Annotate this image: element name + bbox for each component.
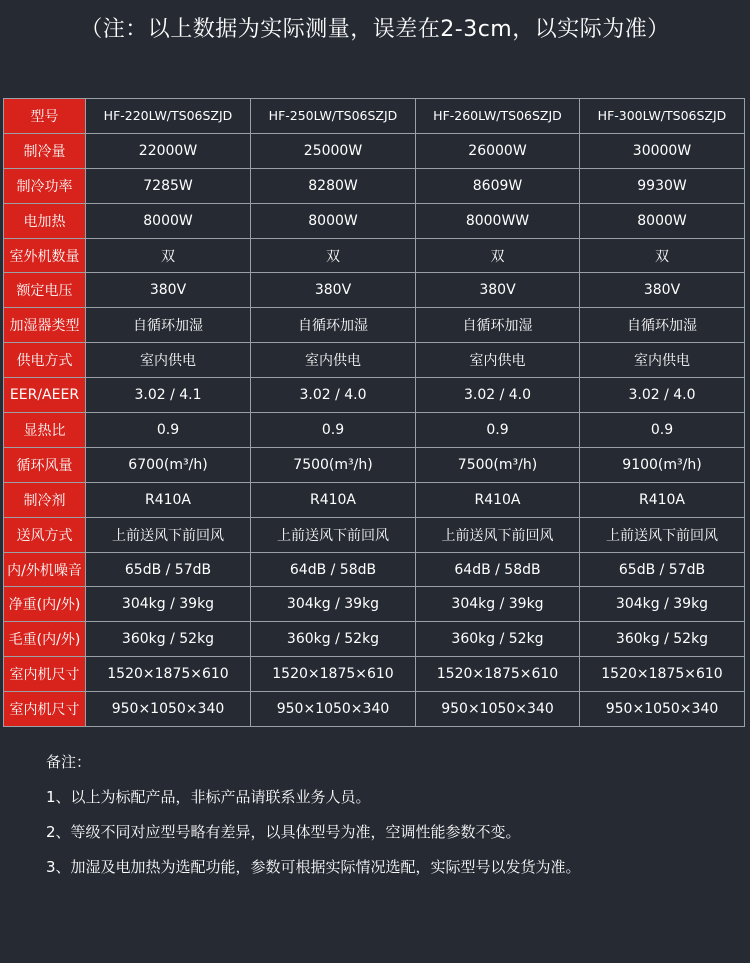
spec-value: R410A [580, 482, 745, 517]
spec-value: 室内供电 [416, 343, 580, 378]
row-label: 制冷量 [4, 133, 86, 168]
spec-value: 64dB / 58dB [416, 552, 580, 587]
table-row [4, 308, 745, 343]
spec-value: 380V [416, 273, 580, 308]
header-label: 型号 [4, 99, 86, 134]
spec-value: 0.9 [251, 413, 416, 448]
row-label: 制冷剂 [4, 482, 86, 517]
table-row [4, 273, 745, 308]
spec-value: 1520×1875×610 [86, 657, 251, 692]
row-label: 室内机尺寸 [4, 657, 86, 692]
spec-value: 自循环加湿 [86, 308, 251, 343]
spec-value: 双 [251, 238, 416, 273]
table-row [4, 622, 745, 657]
spec-value: 自循环加湿 [251, 308, 416, 343]
table-row [4, 447, 745, 482]
spec-value: 室内供电 [86, 343, 251, 378]
spec-value: 自循环加湿 [416, 308, 580, 343]
spec-value: 8000W [580, 203, 745, 238]
spec-value: R410A [251, 482, 416, 517]
spec-value: 950×1050×340 [416, 692, 580, 727]
spec-value: 自循环加湿 [580, 308, 745, 343]
spec-value: 9100(m³/h) [580, 447, 745, 482]
row-label: 内/外机噪音 [4, 552, 86, 587]
table-row [4, 238, 745, 273]
note-line: 1、以上为标配产品，非标产品请联系业务人员。 [46, 788, 371, 806]
spec-value: 3.02 / 4.1 [86, 378, 251, 413]
spec-value: 0.9 [416, 413, 580, 448]
spec-value: 950×1050×340 [86, 692, 251, 727]
spec-value: 304kg / 39kg [416, 587, 580, 622]
spec-value: R410A [86, 482, 251, 517]
row-label: 室外机数量 [4, 238, 86, 273]
spec-value: 8280W [251, 168, 416, 203]
header-row [4, 99, 745, 134]
row-label: 循环风量 [4, 447, 86, 482]
spec-value: 950×1050×340 [580, 692, 745, 727]
spec-value: 双 [580, 238, 745, 273]
table-row [4, 413, 745, 448]
notes-title: 备注： [46, 753, 92, 771]
spec-value: 8000WW [416, 203, 580, 238]
spec-value: 7500(m³/h) [416, 447, 580, 482]
table-row [4, 203, 745, 238]
row-label: EER/AEER [4, 378, 86, 413]
spec-value: 360kg / 52kg [416, 622, 580, 657]
row-label: 送风方式 [4, 517, 86, 552]
spec-value: 6700(m³/h) [86, 447, 251, 482]
spec-value: 380V [251, 273, 416, 308]
row-label: 电加热 [4, 203, 86, 238]
spec-value: 304kg / 39kg [251, 587, 416, 622]
spec-value: 1520×1875×610 [580, 657, 745, 692]
spec-value: R410A [416, 482, 580, 517]
spec-value: 64dB / 58dB [251, 552, 416, 587]
table-row [4, 133, 745, 168]
spec-value: 380V [580, 273, 745, 308]
spec-value: 7500(m³/h) [251, 447, 416, 482]
note-line: 2、等级不同对应型号略有差异，以具体型号为准，空调性能参数不变。 [46, 823, 521, 841]
spec-value: 0.9 [86, 413, 251, 448]
model-name: HF-250LW/TS06SZJD [251, 99, 416, 134]
table-row [4, 517, 745, 552]
spec-value: 25000W [251, 133, 416, 168]
spec-value: 室内供电 [580, 343, 745, 378]
spec-value: 304kg / 39kg [580, 587, 745, 622]
spec-table-body [4, 99, 745, 727]
row-label: 室内机尺寸 [4, 692, 86, 727]
spec-value: 上前送风下前回风 [251, 517, 416, 552]
model-name: HF-260LW/TS06SZJD [416, 99, 580, 134]
spec-value: 22000W [86, 133, 251, 168]
table-row [4, 168, 745, 203]
row-label: 净重(内/外) [4, 587, 86, 622]
spec-value: 65dB / 57dB [86, 552, 251, 587]
spec-table [3, 98, 745, 727]
row-label: 显热比 [4, 413, 86, 448]
spec-value: 950×1050×340 [251, 692, 416, 727]
top-note: （注：以上数据为实际测量，误差在2-3cm，以实际为准） [80, 17, 670, 42]
notes [46, 752, 581, 892]
spec-value: 3.02 / 4.0 [580, 378, 745, 413]
spec-value: 30000W [580, 133, 745, 168]
spec-value: 8000W [251, 203, 416, 238]
spec-value: 1520×1875×610 [251, 657, 416, 692]
row-label: 加湿器类型 [4, 308, 86, 343]
spec-value: 8609W [416, 168, 580, 203]
model-name: HF-300LW/TS06SZJD [580, 99, 745, 134]
table-row [4, 552, 745, 587]
spec-value: 65dB / 57dB [580, 552, 745, 587]
table-row [4, 482, 745, 517]
spec-value: 304kg / 39kg [86, 587, 251, 622]
spec-value: 0.9 [580, 413, 745, 448]
spec-value: 7285W [86, 168, 251, 203]
spec-value: 8000W [86, 203, 251, 238]
spec-value: 3.02 / 4.0 [416, 378, 580, 413]
spec-value: 360kg / 52kg [580, 622, 745, 657]
spec-value: 3.02 / 4.0 [251, 378, 416, 413]
spec-value: 上前送风下前回风 [86, 517, 251, 552]
model-name: HF-220LW/TS06SZJD [86, 99, 251, 134]
spec-value: 上前送风下前回风 [580, 517, 745, 552]
row-label: 供电方式 [4, 343, 86, 378]
table-row [4, 378, 745, 413]
spec-value: 360kg / 52kg [86, 622, 251, 657]
spec-value: 双 [416, 238, 580, 273]
row-label: 制冷功率 [4, 168, 86, 203]
table-row [4, 657, 745, 692]
row-label: 额定电压 [4, 273, 86, 308]
spec-value: 双 [86, 238, 251, 273]
note-line: 3、加湿及电加热为选配功能，参数可根据实际情况选配，实际型号以发货为准。 [46, 858, 581, 876]
spec-value: 上前送风下前回风 [416, 517, 580, 552]
spec-value: 360kg / 52kg [251, 622, 416, 657]
table-row [4, 692, 745, 727]
spec-value: 9930W [580, 168, 745, 203]
spec-value: 室内供电 [251, 343, 416, 378]
table-row [4, 587, 745, 622]
spec-value: 1520×1875×610 [416, 657, 580, 692]
spec-value: 26000W [416, 133, 580, 168]
row-label: 毛重(内/外) [4, 622, 86, 657]
spec-value: 380V [86, 273, 251, 308]
table-row [4, 343, 745, 378]
